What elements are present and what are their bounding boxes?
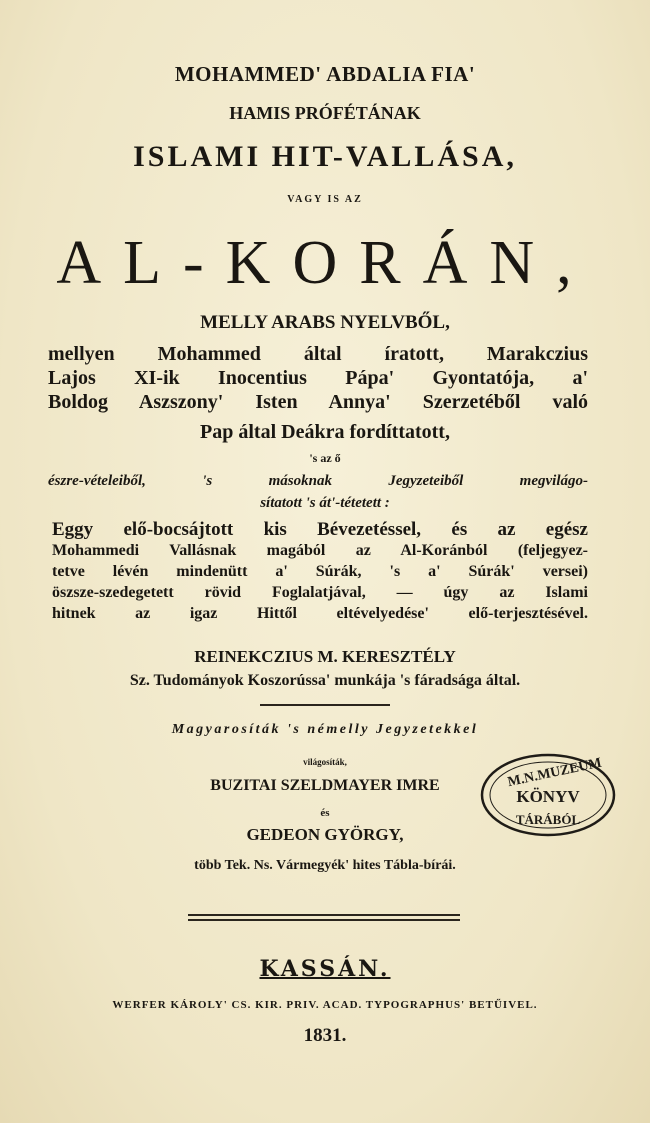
prophet-line: HAMIS PRÓFÉTÁNAK (229, 103, 421, 123)
arab-language-line: MELLY ARABS NYELVBŐL, (200, 312, 450, 333)
connector-line: 's az ő (309, 451, 341, 465)
translation-line: Boldog Aszszony' Isten Annya' Szerzetéből való (48, 391, 588, 413)
author-role: Sz. Tudományok Koszorússa' munkája 's fáradsága által. (129, 672, 521, 689)
intro-line: Mohammedi Vallásnak magából az Al-Koránból (feljegyez- (52, 542, 588, 559)
vilagositak-line: világosíták, (303, 757, 347, 767)
stamp-icon (478, 752, 618, 838)
intro-line: hitnek az igaz Hittől eltévelyedése' elő-terjesztésével. (52, 605, 588, 622)
translators-intro: Magyarosíták 's némelly Jegyzetekkel (171, 722, 479, 737)
stamp-top-text: M.N.MUZEUM (506, 755, 604, 791)
intro-line: öszsze-szedegetett rövid Foglalatjával, — úgy az Islami (52, 584, 588, 601)
islam-line: ISLAMI HIT-VALLÁSA, (133, 140, 517, 173)
place-line: KASSÁN. (259, 956, 391, 982)
double-divider (188, 914, 460, 924)
author-header: MOHAMMED' ABDALIA FIA' (174, 62, 476, 86)
and-line: és (320, 807, 330, 819)
translators-role: több Tek. Ns. Vármegyék' hites Tábla-bírái. (194, 858, 456, 873)
main-title: AL-KORÁN, (56, 229, 594, 297)
intro-block (52, 520, 588, 622)
stamp-bottom-text: TÁRÁBÓL (515, 812, 581, 827)
translation-line: mellyen Mohammed által íratott, Marakczius (48, 343, 588, 365)
stamp-middle-text: KÖNYV (516, 787, 580, 806)
italic-line: észre-vételeiből, 's másoknak Jegyzeteiből megvilágo- (48, 473, 588, 489)
divider (260, 704, 390, 706)
translation-last-line: Pap által Deákra fordíttatott, (200, 421, 450, 443)
author-name: REINEKCZIUS M. KERESZTÉLY (194, 647, 456, 666)
translation-line: Lajos XI-ik Inocentius Pápa' Gyontatója, a' (48, 367, 588, 389)
or-line: VAGY IS AZ (287, 194, 363, 205)
intro-line: tetve lévén mindenütt a' Súrák, 's a' Súrák' versei) (52, 563, 588, 580)
translation-block (48, 344, 588, 412)
intro-line: Eggy elő-bocsájtott kis Bévezetéssel, és az egész (52, 519, 588, 540)
year-line: 1831. (303, 1025, 347, 1046)
printer-line: WERFER KÁROLY' CS. KIR. PRIV. ACAD. TYPOGRAPHUS' BETŰIVEL. (112, 999, 538, 1011)
translator-1: BUZITAI SZELDMAYER IMRE (210, 777, 440, 794)
library-stamp (478, 752, 618, 838)
translator-2: GEDEON GYÖRGY, (246, 825, 404, 844)
italic-block (48, 474, 588, 489)
italic-last-line: sítatott 's át'-tétetett : (260, 495, 390, 511)
